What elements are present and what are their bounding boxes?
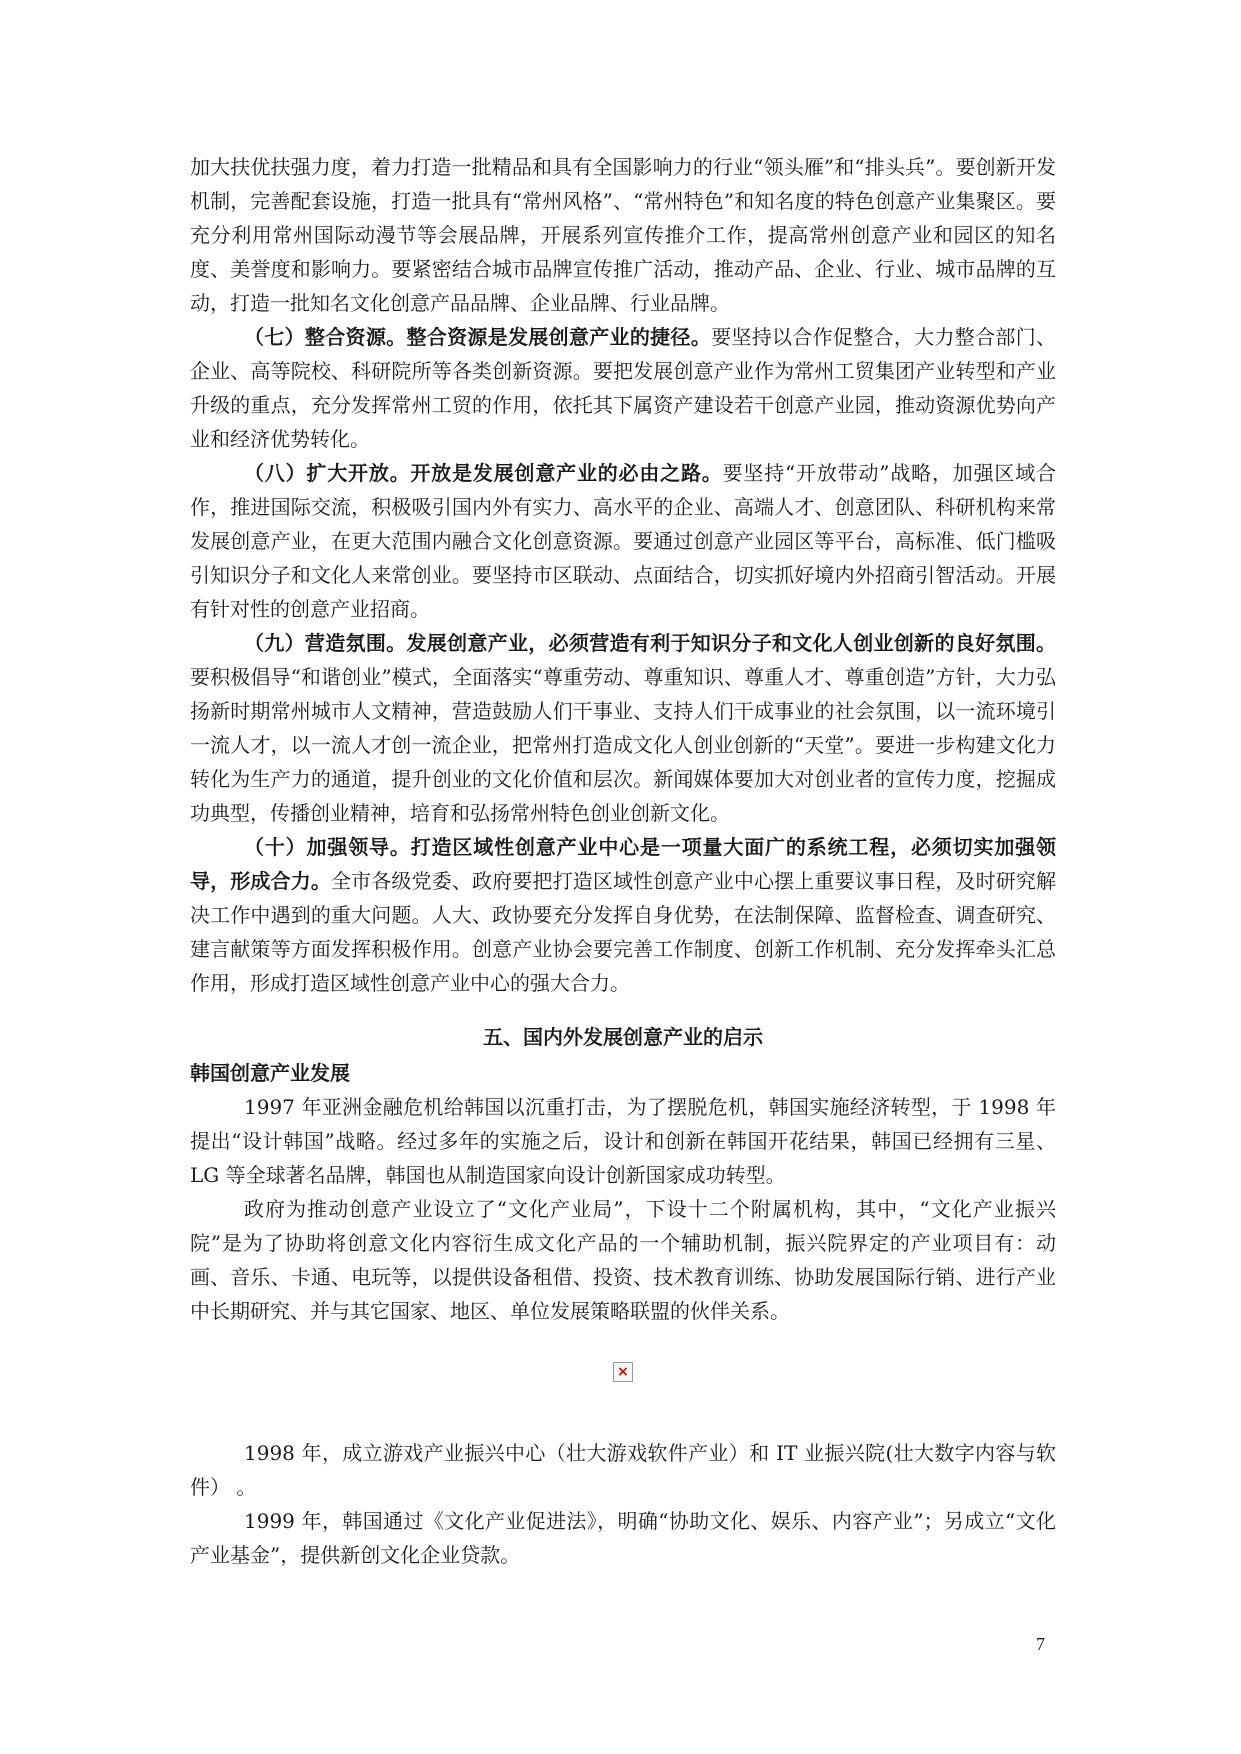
page-number: 7 bbox=[1036, 1634, 1045, 1654]
broken-image-glyph: × bbox=[617, 1364, 629, 1380]
section-9-heading: （九）营造氛围。发展创意产业，必须营造有利于知识分子和文化人创业创新的良好氛围。 bbox=[244, 631, 1056, 655]
paragraph-korea-1: 1997 年亚洲金融危机给韩国以沉重打击，为了摆脱危机，韩国实施经济转型，于 1998 年提出“设计韩国”战略。经过多年的实施之后，设计和创新在韩国开花结果，韩国已经拥有三星、LG 等全球著名品牌，韩国也从制造国家向设计创新国家成功转型。 bbox=[190, 1095, 1056, 1187]
section-7-body: 要坚持以合作促整合，大力整合部门、企业、高等院校、科研院所等各类创新资源。要把发展创意产业作为常州工贸集团产业转型和产业升级的重点，充分发挥常州工贸的作用，依托其下属资产建设若干创意产业园，推动资源优势向产业和经济优势转化。 bbox=[190, 325, 1057, 451]
paragraph-section-7 bbox=[190, 320, 1056, 456]
broken-image-icon bbox=[613, 1362, 633, 1382]
section-8-body: 要坚持“开放带动”战略，加强区域合作，推进国际交流，积极吸引国内外有实力、高水平的企业、高端人才、创意团队、科研机构来常发展创意产业，在更大范围内融合文化创意资源。要通过创意产业园区等平台，高标准、低门槛吸引知识分子和文化人来常创业。要坚持市区联动、点面结合，切实抓好境内外招商引智活动。开展有针对性的创意产业招商。 bbox=[190, 461, 1057, 621]
document-body bbox=[190, 150, 1056, 1572]
paragraph-section-10 bbox=[190, 830, 1056, 1000]
section-title: 五、国内外发展创意产业的启示 bbox=[483, 1025, 763, 1049]
paragraph-section-8 bbox=[190, 456, 1056, 626]
paragraph-korea-4: 1999 年，韩国通过《文化产业促进法》，明确“协助文化、娱乐、内容产业”；另成立“文化产业基金”，提供新创文化企业贷款。 bbox=[190, 1509, 1056, 1567]
paragraph-section-9 bbox=[190, 626, 1056, 830]
section-10-body: 全市各级党委、政府要把打造区域性创意产业中心摆上重要议事日程，及时研究解决工作中遇到的重大问题。人大、政协要充分发挥自身优势，在法制保障、监督检查、调查研究、建言献策等方面发挥积极作用。创意产业协会要完善工作制度、创新工作机制、充分发挥牵头汇总作用，形成打造区域性创意产业中心的强大合力。 bbox=[190, 869, 1056, 995]
section-10-heading: （十）加强领导。打造区域性创意产业中心是一项量大面广的系统工程，必须切实加强领导，形成合力。 bbox=[190, 835, 1056, 893]
paragraph-brand: 加大扶优扶强力度，着力打造一批精品和具有全国影响力的行业“领头雁”和“排头兵”。要创新开发机制，完善配套设施，打造一批具有“常州风格”、“常州特色”和知名度的特色创意产业集聚区。要充分利用常州国际动漫节等会展品牌，开展系列宣传推介工作，提高常州创意产业和园区的知名度、美誉度和影响力。要紧密结合城市品牌宣传推广活动，推动产品、企业、行业、城市品牌的互动，打造一批知名文化创意产品品牌、企业品牌、行业品牌。 bbox=[190, 155, 1056, 315]
section-9-body: 要积极倡导“和谐创业”模式，全面落实“尊重劳动、尊重知识、尊重人才、尊重创造”方针，大力弘扬新时期常州城市人文精神，营造鼓励人们干事业、支持人们干成事业的社会氛围，以一流环境引一流人才，以一流人才创一流企业，把常州打造成文化人创业创新的“天堂”。要进一步构建文化力转化为生产力的通道，提升创业的文化价值和层次。新闻媒体要加大对创业者的宣传力度，挖掘成功典型，传播创业精神，培育和弘扬常州特色创业创新文化。 bbox=[190, 665, 1056, 825]
paragraph-korea-3: 1998 年，成立游戏产业振兴中心（壮大游戏软件产业）和 IT 业振兴院(壮大数字内容与软件） 。 bbox=[190, 1441, 1056, 1499]
section-8-heading: （八）扩大开放。开放是发展创意产业的必由之路。 bbox=[244, 461, 723, 485]
sub-title: 韩国创意产业发展 bbox=[190, 1061, 350, 1085]
section-7-heading: （七）整合资源。整合资源是发展创意产业的捷径。 bbox=[244, 325, 712, 349]
paragraph-korea-2: 政府为推动创意产业设立了“文化产业局”，下设十二个附属机构，其中，“文化产业振兴院”是为了协助将创意文化内容衍生成文化产品的一个辅助机制，振兴院界定的产业项目有：动画、音乐、卡通、电玩等，以提供设备租借、投资、技术教育训练、协助发展国际行销、进行产业中长期研究、并与其它国家、地区、单位发展策略联盟的伙伴关系。 bbox=[190, 1197, 1056, 1323]
